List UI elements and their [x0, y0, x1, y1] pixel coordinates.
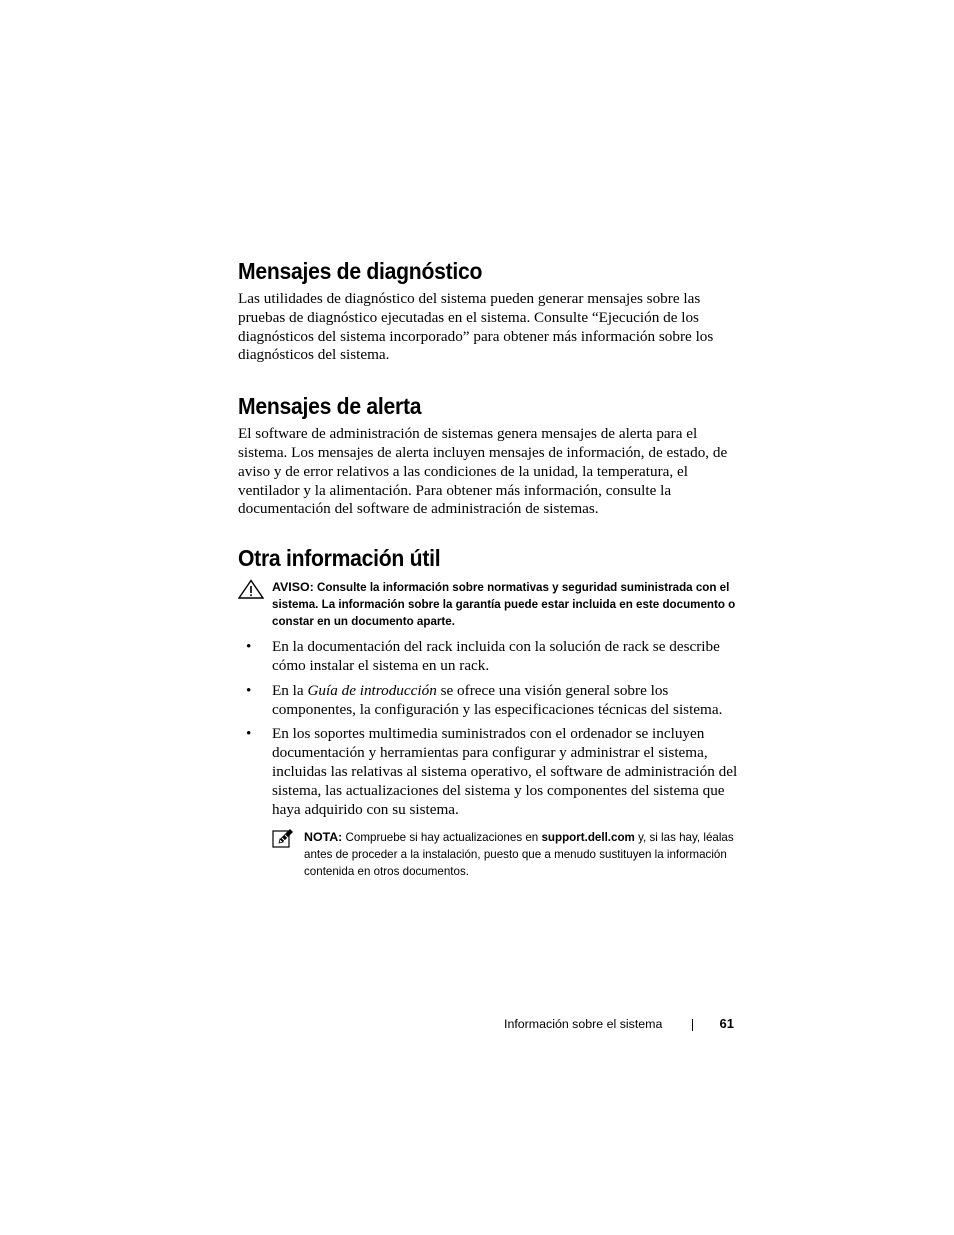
note-text-after: y, si las hay, léalas antes de proceder a la instalación, puesto que a menudo sustituyen la información contenida en otros documentos.: [304, 831, 734, 879]
info-bullet-list: [238, 638, 738, 819]
heading-diagnostic-messages: Mensajes de diagnóstico: [238, 258, 483, 284]
list-item-text-prefix: En la: [272, 681, 308, 699]
bullet-glyph: •: [246, 681, 252, 699]
getting-started-guide-title: Guía de introducción: [307, 681, 437, 699]
note-callout: [272, 829, 738, 880]
support-link[interactable]: support.dell.com: [541, 831, 635, 845]
notice-callout: [238, 579, 738, 630]
note-label: NOTA:: [304, 830, 343, 845]
heading-other-info: Otra información útil: [238, 545, 441, 572]
bullet-glyph: •: [246, 638, 252, 656]
paragraph-diagnostic: Las utilidades de diagnóstico del sistema pueden generar mensajes sobre las pruebas de diagnóstico ejecutadas en el sistema. Consulte “Ejecución de los diagnósticos del sistema incorporado” para obtener más información sobre los diagnósticos del sistema.: [238, 290, 714, 364]
paragraph-alert: El software de administración de sistemas genera mensajes de alerta para el sistema. Los mensajes de alerta incluyen mensajes de información, de estado, de aviso y de error relativos a las condiciones de la unidad, la temperatura, el ventilador y la alimentación. Para obtener más información, consulte la documentación del software de administración de sistemas.: [238, 425, 728, 518]
footer-section-title: Información sobre el sistema: [504, 1017, 663, 1031]
list-item: [238, 682, 738, 720]
page-number: 61: [719, 1016, 734, 1031]
list-item-text: En los soportes multimedia suministrados con el ordenador se incluyen documentación y herramientas para configurar y administrar el sistema, incluidas las relativas al sistema operativo, el software de administración del sistema, las actualizaciones del sistema y los componentes del sistema que haya adquirido con su sistema.: [272, 725, 738, 818]
footer-separator: [692, 1019, 693, 1031]
note-text-before: Compruebe si hay actualizaciones en: [342, 831, 542, 845]
bullet-glyph: •: [246, 725, 252, 743]
heading-alert-messages: Mensajes de alerta: [238, 393, 422, 420]
notice-text: Consulte la información sobre normativas y seguridad suministrada con el sistema. La información sobre la garantía puede estar incluida en este documento o constar en un documento aparte.: [272, 581, 736, 629]
list-item: [238, 638, 738, 676]
notice-label: AVISO:: [272, 580, 314, 595]
list-item: [238, 725, 738, 819]
page-content: [238, 256, 738, 880]
list-item-text: En la documentación del rack incluida con la solución de rack se describe cómo instalar el sistema en un rack.: [272, 638, 720, 674]
pencil-note-icon: [272, 829, 294, 849]
warning-triangle-icon: [238, 579, 264, 599]
list-item-text-suffix: se ofrece una visión general sobre los componentes, la configuración y las especificaciones técnicas del sistema.: [272, 681, 723, 718]
